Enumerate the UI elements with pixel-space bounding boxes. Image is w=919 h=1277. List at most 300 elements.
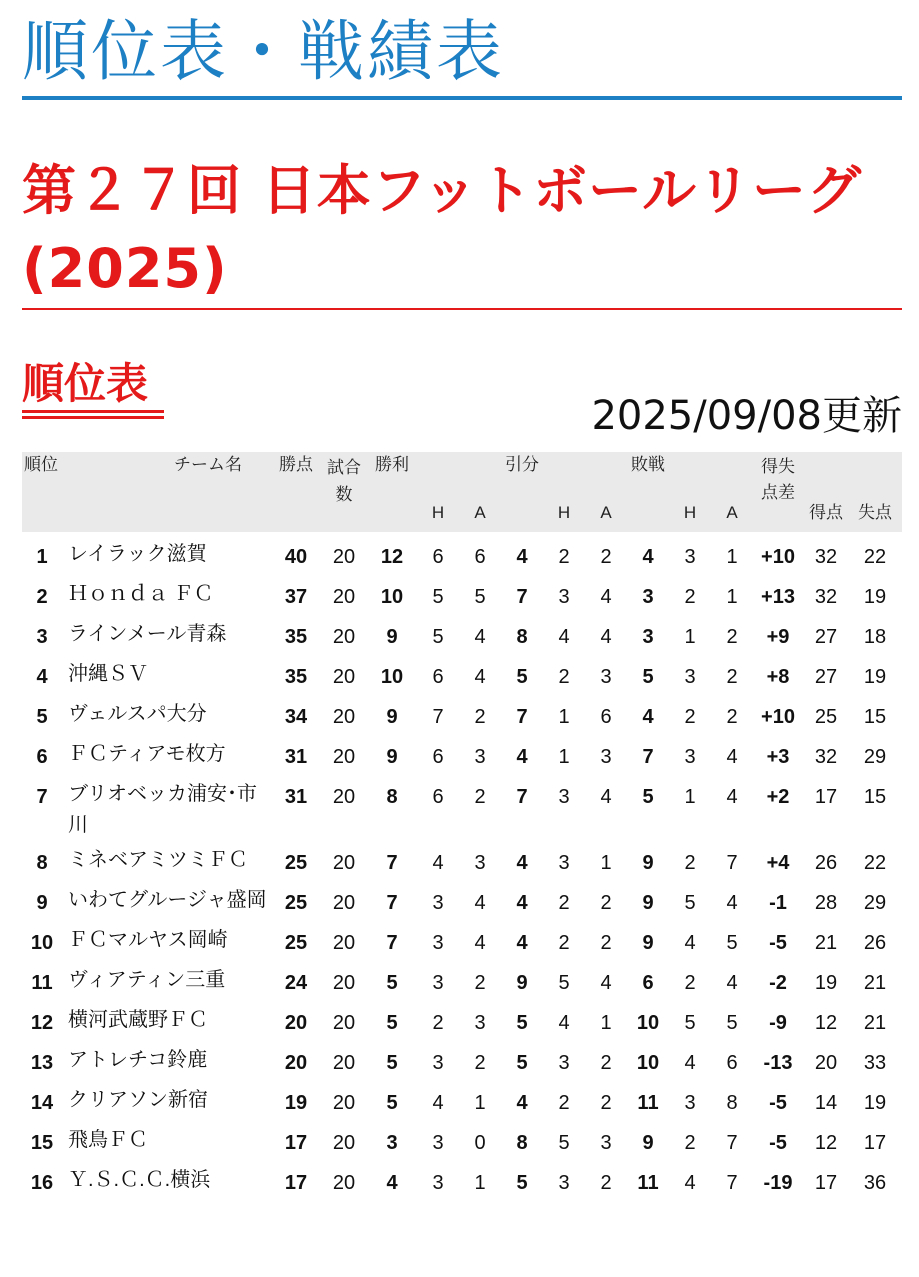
team-cell: ＦＣティアモ枚方 xyxy=(68,743,226,765)
header-losses: 敗戦 xyxy=(628,452,668,494)
draws-away-cell: 2 xyxy=(600,892,612,914)
header-losses-split xyxy=(668,452,752,494)
wins-cell: 9 xyxy=(386,746,398,768)
draws-away-cell: 2 xyxy=(600,932,612,954)
losses-home-cell: 3 xyxy=(684,1092,696,1114)
draws-home-cell: 2 xyxy=(558,546,570,568)
rank-cell: 7 xyxy=(36,786,48,808)
wins-home-cell: 6 xyxy=(432,746,444,768)
wins-away-cell: 2 xyxy=(474,706,486,728)
draws-home-cell: 5 xyxy=(558,1132,570,1154)
header-draws-split xyxy=(544,452,628,494)
goal-diff-cell: +10 xyxy=(761,706,795,728)
draws-away-cell: 2 xyxy=(600,546,612,568)
table-row xyxy=(22,775,902,841)
draws-home-cell: 3 xyxy=(558,586,570,608)
losses-away-cell: 1 xyxy=(726,586,738,608)
wins-cell: 5 xyxy=(386,1092,398,1114)
losses-home-cell: 3 xyxy=(684,746,696,768)
goal-diff-cell: -1 xyxy=(769,892,787,914)
losses-home-cell: 2 xyxy=(684,972,696,994)
points-cell: 17 xyxy=(284,1172,308,1194)
draws-away-cell: 6 xyxy=(600,706,612,728)
team-cell: ヴェルスパ大分 xyxy=(68,703,207,725)
wins-away-cell: 4 xyxy=(474,666,486,688)
table-row xyxy=(22,1121,902,1161)
draws-home-cell: 2 xyxy=(558,1092,570,1114)
losses-cell: 9 xyxy=(642,1132,654,1154)
standings-body xyxy=(22,532,902,1201)
team-cell: ＦＣマルヤス岡崎 xyxy=(68,929,228,951)
wins-away-cell: 4 xyxy=(474,892,486,914)
goals-against-cell: 29 xyxy=(863,746,887,768)
wins-home-cell: 6 xyxy=(432,786,444,808)
draws-home-cell: 2 xyxy=(558,892,570,914)
draws-cell: 7 xyxy=(516,786,528,808)
table-row xyxy=(22,1041,902,1081)
goals-for-cell: 32 xyxy=(814,746,838,768)
draws-home-cell: 3 xyxy=(558,1052,570,1074)
wins-cell: 5 xyxy=(386,972,398,994)
wins-away-cell: 4 xyxy=(474,932,486,954)
played-cell: 20 xyxy=(332,1012,356,1034)
header-losses-blank xyxy=(628,494,668,532)
wins-cell: 12 xyxy=(380,546,404,568)
header-goals-against: 失点 xyxy=(848,494,902,532)
wins-cell: 7 xyxy=(386,892,398,914)
wins-away-cell: 5 xyxy=(474,586,486,608)
losses-cell: 9 xyxy=(642,852,654,874)
losses-away-cell: 8 xyxy=(726,1092,738,1114)
rank-cell: 14 xyxy=(30,1092,54,1114)
goals-against-cell: 15 xyxy=(863,786,887,808)
losses-away-cell: 6 xyxy=(726,1052,738,1074)
table-row xyxy=(22,841,902,881)
table-row xyxy=(22,695,902,735)
wins-away-cell: 2 xyxy=(474,786,486,808)
team-cell: ブリオベッカ浦安･市川 xyxy=(68,783,257,836)
draws-home-cell: 1 xyxy=(558,706,570,728)
losses-cell: 9 xyxy=(642,892,654,914)
draws-away-cell: 3 xyxy=(600,666,612,688)
wins-cell: 5 xyxy=(386,1052,398,1074)
draws-home-cell: 2 xyxy=(558,666,570,688)
wins-home-cell: 6 xyxy=(432,546,444,568)
wins-away-cell: 6 xyxy=(474,546,486,568)
losses-home-cell: 2 xyxy=(684,706,696,728)
draws-away-cell: 2 xyxy=(600,1052,612,1074)
wins-away-cell: 4 xyxy=(474,626,486,648)
draws-away-cell: 1 xyxy=(600,1012,612,1034)
losses-cell: 5 xyxy=(642,666,654,688)
header-draws: 引分 xyxy=(500,452,544,494)
points-cell: 25 xyxy=(284,892,308,914)
points-cell: 40 xyxy=(284,546,308,568)
header-goals-for: 得点 xyxy=(804,494,848,532)
rank-cell: 4 xyxy=(36,666,48,688)
wins-cell: 8 xyxy=(386,786,398,808)
wins-away-cell: 1 xyxy=(474,1092,486,1114)
team-cell: ミネベアミツミＦＣ xyxy=(68,849,248,871)
losses-cell: 10 xyxy=(636,1052,660,1074)
draws-cell: 5 xyxy=(516,666,528,688)
losses-home-cell: 2 xyxy=(684,852,696,874)
wins-home-cell: 3 xyxy=(432,1132,444,1154)
league-title-divider xyxy=(22,308,902,310)
draws-cell: 5 xyxy=(516,1052,528,1074)
goals-against-cell: 33 xyxy=(863,1052,887,1074)
goals-against-cell: 22 xyxy=(863,546,887,568)
updated-date: 2025/09/08更新 xyxy=(591,393,902,439)
goals-for-cell: 28 xyxy=(814,892,838,914)
draws-cell: 4 xyxy=(516,892,528,914)
goal-diff-cell: +4 xyxy=(766,852,790,874)
played-cell: 20 xyxy=(332,972,356,994)
team-cell: Ｈｏｎｄａ ＦＣ xyxy=(68,583,214,605)
goals-against-cell: 19 xyxy=(863,1092,887,1114)
header-wins-home: H xyxy=(416,494,460,532)
draws-home-cell: 4 xyxy=(558,626,570,648)
points-cell: 19 xyxy=(284,1092,308,1114)
rank-cell: 2 xyxy=(36,586,48,608)
wins-home-cell: 3 xyxy=(432,932,444,954)
rank-cell: 6 xyxy=(36,746,48,768)
table-row xyxy=(22,655,902,695)
goals-for-cell: 20 xyxy=(814,1052,838,1074)
losses-away-cell: 4 xyxy=(726,972,738,994)
team-cell: Ｙ.Ｓ.Ｃ.Ｃ.横浜 xyxy=(68,1169,211,1191)
section-title: 順位表 xyxy=(22,359,149,408)
draws-cell: 7 xyxy=(516,586,528,608)
goal-diff-cell: +3 xyxy=(766,746,790,768)
team-cell: ヴィアティン三重 xyxy=(68,969,226,991)
goal-diff-cell: -2 xyxy=(769,972,787,994)
header-team: チーム名 xyxy=(62,452,272,532)
played-cell: 20 xyxy=(332,932,356,954)
losses-cell: 3 xyxy=(642,626,654,648)
wins-cell: 3 xyxy=(386,1132,398,1154)
draws-home-cell: 3 xyxy=(558,1172,570,1194)
points-cell: 24 xyxy=(284,972,308,994)
team-cell: ラインメール青森 xyxy=(68,623,227,645)
wins-away-cell: 3 xyxy=(474,1012,486,1034)
wins-cell: 4 xyxy=(386,1172,398,1194)
draws-cell: 4 xyxy=(516,852,528,874)
losses-away-cell: 4 xyxy=(726,892,738,914)
header-goal-diff xyxy=(752,452,804,532)
goal-diff-cell: -5 xyxy=(769,932,787,954)
goals-for-cell: 32 xyxy=(814,546,838,568)
losses-home-cell: 3 xyxy=(684,666,696,688)
draws-cell: 5 xyxy=(516,1172,528,1194)
table-row xyxy=(22,1161,902,1201)
losses-away-cell: 4 xyxy=(726,786,738,808)
points-cell: 35 xyxy=(284,666,308,688)
losses-away-cell: 2 xyxy=(726,666,738,688)
wins-away-cell: 3 xyxy=(474,746,486,768)
losses-away-cell: 7 xyxy=(726,1132,738,1154)
draws-away-cell: 1 xyxy=(600,852,612,874)
played-cell: 20 xyxy=(332,1172,356,1194)
draws-away-cell: 2 xyxy=(600,1172,612,1194)
rank-cell: 1 xyxy=(36,546,48,568)
table-row xyxy=(22,532,902,575)
goal-diff-cell: +2 xyxy=(766,786,790,808)
table-row xyxy=(22,615,902,655)
page-title: 順位表・戦績表 xyxy=(22,13,505,90)
goals-against-cell: 18 xyxy=(863,626,887,648)
team-cell: いわてグルージャ盛岡 xyxy=(68,889,267,911)
table-row xyxy=(22,961,902,1001)
draws-home-cell: 1 xyxy=(558,746,570,768)
header-draws-blank xyxy=(500,494,544,532)
draws-cell: 8 xyxy=(516,626,528,648)
played-cell: 20 xyxy=(332,1132,356,1154)
rank-cell: 8 xyxy=(36,852,48,874)
played-cell: 20 xyxy=(332,706,356,728)
losses-home-cell: 1 xyxy=(684,786,696,808)
goals-for-cell: 12 xyxy=(814,1132,838,1154)
team-cell: 横河武蔵野ＦＣ xyxy=(68,1009,208,1031)
wins-home-cell: 3 xyxy=(432,1172,444,1194)
wins-cell: 10 xyxy=(380,586,404,608)
league-title: 第２７回 日本フットボールリーグ(2025) xyxy=(22,159,862,300)
draws-cell: 7 xyxy=(516,706,528,728)
header-rank: 順位 xyxy=(22,452,62,532)
draws-home-cell: 4 xyxy=(558,1012,570,1034)
rank-cell: 3 xyxy=(36,626,48,648)
header-draws-home: H xyxy=(544,494,584,532)
played-cell: 20 xyxy=(332,546,356,568)
header-played-label: 試合数 xyxy=(327,458,361,504)
losses-cell: 11 xyxy=(637,1092,659,1114)
played-cell: 20 xyxy=(332,626,356,648)
goals-against-cell: 19 xyxy=(863,666,887,688)
draws-cell: 8 xyxy=(516,1132,528,1154)
losses-home-cell: 1 xyxy=(684,626,696,648)
losses-away-cell: 7 xyxy=(726,852,738,874)
losses-away-cell: 2 xyxy=(726,706,738,728)
rank-cell: 9 xyxy=(36,892,48,914)
goals-for-cell: 32 xyxy=(814,586,838,608)
losses-home-cell: 5 xyxy=(684,1012,696,1034)
wins-home-cell: 5 xyxy=(432,586,444,608)
table-row xyxy=(22,575,902,615)
points-cell: 25 xyxy=(284,852,308,874)
standings-header xyxy=(22,452,902,532)
draws-home-cell: 3 xyxy=(558,852,570,874)
draws-away-cell: 4 xyxy=(600,626,612,648)
goals-against-cell: 17 xyxy=(863,1132,887,1154)
goal-diff-cell: +10 xyxy=(761,546,795,568)
wins-cell: 9 xyxy=(386,706,398,728)
points-cell: 25 xyxy=(284,932,308,954)
table-row xyxy=(22,735,902,775)
table-row xyxy=(22,881,902,921)
played-cell: 20 xyxy=(332,1052,356,1074)
losses-cell: 4 xyxy=(642,546,654,568)
played-cell: 20 xyxy=(332,666,356,688)
draws-home-cell: 2 xyxy=(558,932,570,954)
losses-home-cell: 4 xyxy=(684,1052,696,1074)
goals-against-cell: 21 xyxy=(863,972,887,994)
goals-for-cell: 17 xyxy=(814,786,838,808)
draws-cell: 4 xyxy=(516,932,528,954)
wins-home-cell: 7 xyxy=(432,706,444,728)
goals-for-cell: 12 xyxy=(814,1012,838,1034)
wins-cell: 7 xyxy=(386,932,398,954)
points-cell: 31 xyxy=(284,746,308,768)
points-cell: 35 xyxy=(284,626,308,648)
wins-cell: 10 xyxy=(380,666,404,688)
rank-cell: 10 xyxy=(30,932,54,954)
draws-cell: 4 xyxy=(516,1092,528,1114)
wins-home-cell: 4 xyxy=(432,852,444,874)
goal-diff-cell: -9 xyxy=(769,1012,787,1034)
team-cell: 飛鳥ＦＣ xyxy=(68,1129,148,1151)
page-title-divider xyxy=(22,96,902,100)
draws-cell: 9 xyxy=(516,972,528,994)
goal-diff-cell: -5 xyxy=(769,1092,787,1114)
points-cell: 20 xyxy=(284,1012,308,1034)
wins-home-cell: 3 xyxy=(432,1052,444,1074)
draws-away-cell: 4 xyxy=(600,786,612,808)
played-cell: 20 xyxy=(332,852,356,874)
losses-cell: 4 xyxy=(642,706,654,728)
losses-home-cell: 2 xyxy=(684,1132,696,1154)
draws-cell: 4 xyxy=(516,546,528,568)
header-played xyxy=(320,452,368,532)
goals-against-cell: 22 xyxy=(863,852,887,874)
header-goal-diff-label: 得失点差 xyxy=(761,457,795,502)
wins-away-cell: 2 xyxy=(474,972,486,994)
wins-cell: 9 xyxy=(386,626,398,648)
played-cell: 20 xyxy=(332,1092,356,1114)
played-cell: 20 xyxy=(332,786,356,808)
points-cell: 17 xyxy=(284,1132,308,1154)
points-cell: 34 xyxy=(284,706,308,728)
goals-against-cell: 36 xyxy=(863,1172,887,1194)
losses-away-cell: 1 xyxy=(726,546,738,568)
goals-for-cell: 19 xyxy=(814,972,838,994)
goal-diff-cell: -19 xyxy=(763,1172,793,1194)
goal-diff-cell: -13 xyxy=(763,1052,793,1074)
losses-cell: 9 xyxy=(642,932,654,954)
wins-home-cell: 3 xyxy=(432,972,444,994)
goals-for-cell: 17 xyxy=(814,1172,838,1194)
section-title-underline xyxy=(22,410,164,419)
points-cell: 37 xyxy=(284,586,308,608)
losses-cell: 3 xyxy=(642,586,654,608)
losses-away-cell: 5 xyxy=(726,1012,738,1034)
header-wins-split xyxy=(416,452,500,494)
wins-away-cell: 2 xyxy=(474,1052,486,1074)
table-row xyxy=(22,921,902,961)
points-cell: 20 xyxy=(284,1052,308,1074)
wins-home-cell: 5 xyxy=(432,626,444,648)
goal-diff-cell: +8 xyxy=(766,666,790,688)
draws-away-cell: 3 xyxy=(600,746,612,768)
rank-cell: 12 xyxy=(30,1012,54,1034)
losses-home-cell: 4 xyxy=(684,932,696,954)
played-cell: 20 xyxy=(332,746,356,768)
goals-for-cell: 25 xyxy=(814,706,838,728)
header-losses-away: A xyxy=(712,494,752,532)
losses-cell: 5 xyxy=(642,786,654,808)
played-cell: 20 xyxy=(332,892,356,914)
goal-diff-cell: +13 xyxy=(761,586,795,608)
losses-home-cell: 2 xyxy=(684,586,696,608)
goals-for-cell: 27 xyxy=(814,666,838,688)
losses-away-cell: 2 xyxy=(726,626,738,648)
goal-diff-cell: -5 xyxy=(769,1132,787,1154)
goals-against-cell: 15 xyxy=(863,706,887,728)
wins-away-cell: 1 xyxy=(474,1172,486,1194)
losses-away-cell: 4 xyxy=(726,746,738,768)
goals-for-cell: 26 xyxy=(814,852,838,874)
table-row xyxy=(22,1001,902,1041)
header-wins-away: A xyxy=(460,494,500,532)
goals-for-cell: 14 xyxy=(814,1092,838,1114)
losses-home-cell: 3 xyxy=(684,546,696,568)
rank-cell: 13 xyxy=(30,1052,54,1074)
losses-cell: 6 xyxy=(642,972,654,994)
header-losses-home: H xyxy=(668,494,712,532)
header-points: 勝点 xyxy=(272,452,320,532)
goals-for-cell: 27 xyxy=(814,626,838,648)
wins-away-cell: 0 xyxy=(474,1132,486,1154)
wins-away-cell: 3 xyxy=(474,852,486,874)
draws-away-cell: 3 xyxy=(600,1132,612,1154)
losses-cell: 7 xyxy=(642,746,654,768)
table-row xyxy=(22,1081,902,1121)
draws-cell: 5 xyxy=(516,1012,528,1034)
wins-home-cell: 2 xyxy=(432,1012,444,1034)
wins-home-cell: 4 xyxy=(432,1092,444,1114)
team-cell: 沖縄ＳＶ xyxy=(68,663,148,685)
team-cell: レイラック滋賀 xyxy=(68,543,207,565)
points-cell: 31 xyxy=(284,786,308,808)
goals-against-cell: 19 xyxy=(863,586,887,608)
draws-cell: 4 xyxy=(516,746,528,768)
rank-cell: 5 xyxy=(36,706,48,728)
draws-away-cell: 4 xyxy=(600,972,612,994)
header-goals-for-spacer xyxy=(804,452,848,494)
header-goals-against-spacer xyxy=(848,452,902,494)
played-cell: 20 xyxy=(332,586,356,608)
standings-table xyxy=(22,452,902,1201)
goals-against-cell: 26 xyxy=(863,932,887,954)
goals-against-cell: 21 xyxy=(863,1012,887,1034)
losses-away-cell: 5 xyxy=(726,932,738,954)
header-draws-away: A xyxy=(584,494,628,532)
header-wins: 勝利 xyxy=(368,452,416,532)
goal-diff-cell: +9 xyxy=(766,626,790,648)
draws-home-cell: 3 xyxy=(558,786,570,808)
losses-cell: 10 xyxy=(636,1012,660,1034)
losses-away-cell: 7 xyxy=(726,1172,738,1194)
draws-home-cell: 5 xyxy=(558,972,570,994)
goals-against-cell: 29 xyxy=(863,892,887,914)
losses-home-cell: 5 xyxy=(684,892,696,914)
team-cell: クリアソン新宿 xyxy=(68,1089,208,1111)
goals-for-cell: 21 xyxy=(814,932,838,954)
wins-cell: 5 xyxy=(386,1012,398,1034)
team-cell: アトレチコ鈴鹿 xyxy=(68,1049,208,1071)
rank-cell: 11 xyxy=(31,972,53,994)
losses-cell: 11 xyxy=(637,1172,659,1194)
draws-away-cell: 2 xyxy=(600,1092,612,1114)
